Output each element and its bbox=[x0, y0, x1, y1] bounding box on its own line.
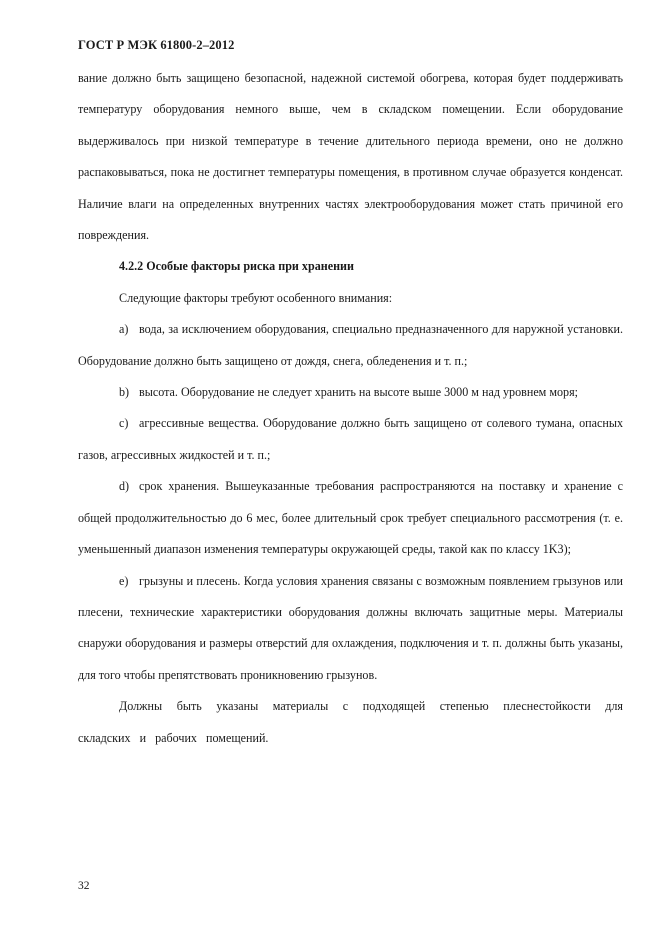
intro-paragraph: вание должно быть защищено безопасной, надежной системой обогрева, которая будет поддерживать температуру оборудования немного выше, чем в складском помещении. Если оборудование выдерживалось при низкой температуре в течение длительного периода времени, оно не должно распаковываться, пока не достигнет температуры помещения, в противном случае образуется конденсат. Наличие влаги на определенных внутренних частях электрооборудования может стать причиной его повреждения. bbox=[78, 71, 623, 243]
list-item-c bbox=[78, 408, 623, 471]
document-body bbox=[78, 63, 623, 754]
list-item-b bbox=[78, 377, 623, 408]
list-marker: d) bbox=[119, 479, 130, 494]
list-item-text: срок хранения. Вышеуказанные требования распространяются на поставку и хранение с общей продолжительностью до 6 мес, более длительный срок требует специального рассмотрения (т. е. уменьшенный диапазон изменения температуры окружающей среды, такой как по классу 1K3); bbox=[78, 479, 623, 557]
section-heading: 4.2.2 Особые факторы риска при хранении bbox=[119, 259, 354, 274]
document-header: ГОСТ Р МЭК 61800-2–2012 bbox=[78, 38, 235, 52]
final-paragraph: Должны быть указаны материалы с подходящей степенью плеснестойкости для складских и рабочих помещений. bbox=[78, 699, 623, 745]
list-marker: e) bbox=[119, 573, 129, 588]
list-item-text: высота. Оборудование не следует хранить на высоте выше 3000 м над уровнем моря; bbox=[139, 385, 579, 400]
list-marker: a) bbox=[119, 322, 129, 337]
list-item-text: вода, за исключением оборудования, специально предназначенного для наружной установки. Оборудование должно быть защищено от дождя, снега, обледенения и т. п.; bbox=[78, 322, 623, 368]
page-number: 32 bbox=[78, 880, 90, 892]
list-marker: c) bbox=[119, 416, 129, 431]
list-marker: b) bbox=[119, 385, 130, 400]
list-item-d bbox=[78, 471, 623, 565]
list-item-a bbox=[78, 314, 623, 377]
list-item-text: агрессивные вещества. Оборудование должно быть защищено от солевого тумана, опасных газов, агрессивных жидкостей и т. п.; bbox=[78, 416, 623, 462]
lead-in-paragraph: Следующие факторы требуют особенного внимания: bbox=[119, 290, 393, 305]
list-item-text: грызуны и плесень. Когда условия хранения связаны с возможным появлением грызунов или плесени, технические характеристики оборудования должны включать защитные меры. Материалы снаружи оборудования и размеры отверстий для охлаждения, подключения и т. п. должны быть указаны, для того чтобы препятствовать проникновению грызунов. bbox=[78, 573, 623, 682]
list-item-e bbox=[78, 566, 623, 692]
